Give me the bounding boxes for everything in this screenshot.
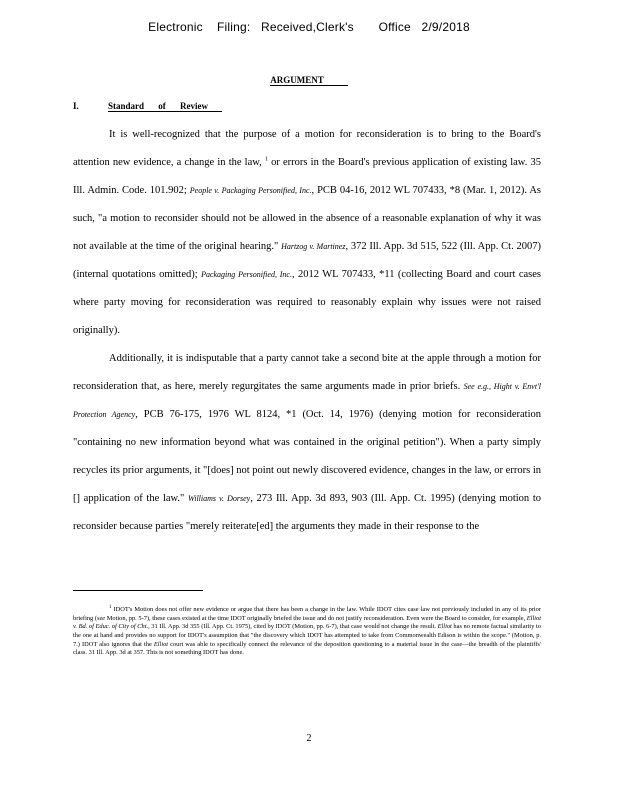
footnote-1: [73, 604, 541, 658]
footnote-text: Motion, pp. 5-7), these cases existed at the time IDOT originally briefed the issue and do not justify reconsideration. Even were the Board to consider, for example,: [105, 614, 527, 622]
section-heading: [73, 101, 222, 112]
paragraph-1-text: or errors in the Board's previous application of existing law. 35 Ill. Admin. Code. 101.902;: [73, 157, 541, 196]
paragraph-2-text: Additionally, it is indisputable that a party cannot take a second bite at the apple through a motion for reconsideration that, as here, merely regurgitates the same arguments made in prior briefs.: [73, 353, 541, 392]
paragraph-1-citation: Packaging Personified, Inc.: [201, 270, 292, 279]
footnote-text: [73, 604, 541, 658]
paragraph-1-text: , 2012 WL 707433, *11 (collecting Board and court cases where party moving for reconsideration was required to reasonably explain why issues were not raised originally).: [73, 269, 541, 336]
section-title: Standard of Review: [108, 101, 222, 112]
paragraph-1-text: , 372 Ill. App. 3d 515, 522 (Ill. App. Ct. 2007) (internal quotations omitted);: [73, 241, 541, 280]
footnote-text: , 31 Ill. App. 3d 355 (Ill. App. Ct. 1975), cited by IDOT (Motion, pp. 6-7), that case would not change the result.: [148, 623, 438, 631]
body-text: [73, 121, 541, 541]
filing-stamp-header: Electronic Filing: Received,Clerk's Office 2/9/2018: [148, 20, 470, 34]
paragraph-1-citation: Hartzog v. Martinez: [281, 242, 346, 251]
paragraph-1-text: , PCB 04-16, 2012 WL 707433, *8 (Mar. 1, 2012). As such, "a motion to reconsider should not be allowed in the absence of a reasonable explanation of why it was not available at the time of the original hearing.": [73, 185, 542, 252]
page-number: 2: [306, 733, 312, 744]
footnote-footnote-ref: 1: [109, 605, 112, 610]
footnote-separator: [73, 590, 203, 591]
footnote-citation: Elliot: [437, 623, 452, 631]
paragraph-1-text: It is well-recognized that the purpose of a motion for reconsideration is to bring to the Board's attention new evidence, a change in the law,: [73, 129, 541, 168]
paragraph-2-text: , 273 Ill. App. 3d 893, 903 (Ill. App. Ct. 1995) (denying motion to reconsider because parties "merely reiterate[ed] the arguments they made in their response to the: [73, 493, 542, 532]
footnote-text: has no remote factual similarity to the one at hand and provides no support for IDOT's assumption that "the discovery which IDOT has attempted to take from Commonwealth Edison is within the scope." (Motion, p. 7.) IDOT also ignores that the: [73, 623, 541, 648]
argument-heading-text: ARGUMENT: [270, 75, 348, 86]
footnote-citation: Elliot v. Bd. of Educ. of City of Chi.: [73, 614, 541, 631]
paragraph-2-citation: Williams v. Dorsey: [188, 494, 251, 503]
paragraph-2: [73, 345, 541, 541]
footnote-text: court was able to specifically connect the relevance of the deposition questioning to a material issue in the case—the breadth of the plaintiffs' class. 31 Ill. App. 3d at 357. This is not something IDOT has done.: [73, 640, 542, 657]
paragraph-2-text: , PCB 76-175, 1976 WL 8124, *1 (Oct. 14, 1976) (denying motion for reconsideration "containing no new information beyond what was contained in the original petition"). When a party simply recycles its prior arguments, it "[does] not point out newly discovered evidence, changes in the law, or errors in [] application of the law.": [73, 409, 541, 504]
paragraph-1-citation: People v. Packaging Personified, Inc.: [189, 186, 312, 195]
footnote-citation: Elliot: [153, 640, 169, 648]
paragraph-2-citation: See e.g., Hight v. Envt'l Protection Agency: [73, 382, 541, 419]
footnote-text: IDOT's Motion does not offer new evidence or argue that there has been a change in the law. While IDOT cites case law not previously included in any of its prior briefing (: [73, 606, 541, 622]
argument-heading: [0, 75, 618, 86]
section-number: I.: [73, 101, 79, 111]
footnote-citation: see: [96, 614, 106, 622]
paragraph-1-footnote-ref: 1: [264, 156, 268, 163]
paragraph-1: [73, 121, 541, 345]
